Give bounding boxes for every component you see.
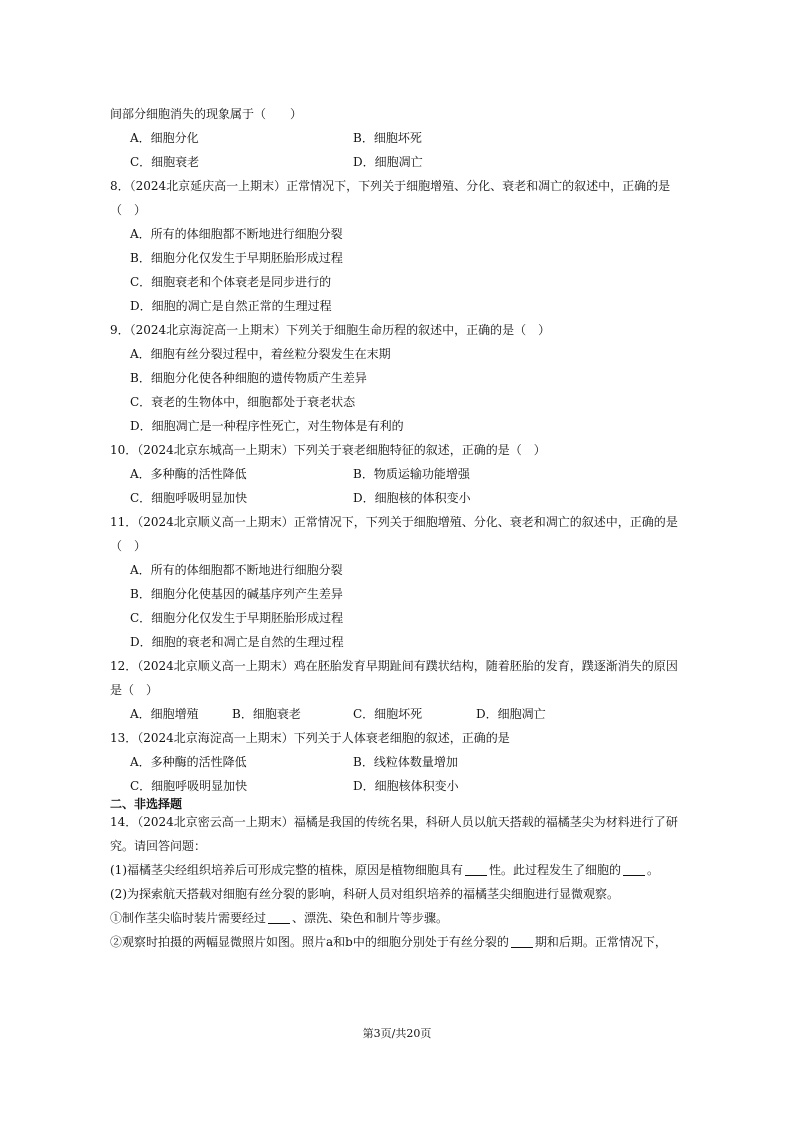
q14-part1: (1)福橘茎尖经组织培养后可形成完整的植株，原因是植物细胞具有 性。此过程发生了细胞的 。: [110, 863, 660, 877]
q14-stem: 14．（2024北京密云高一上期末）福橘是我国的传统名果，科研人员以航天搭载的福橘茎尖为材料进行了研: [110, 815, 678, 829]
q12-option-a: A．细胞增殖: [130, 707, 199, 721]
q14-part2-item2: ②观察时拍摄的两幅显微照片如图。照片a和b中的细胞分别处于有丝分裂的 期和后期。正常情况下，: [110, 935, 667, 949]
q7-options-row2: [0, 152, 794, 172]
q8-option-c: C．细胞衰老和个体衰老是同步进行的: [130, 275, 332, 289]
q14-part2: (2)为探索航天搭载对细胞有丝分裂的影响，科研人员对组织培养的福橘茎尖细胞进行显微观察。: [110, 887, 620, 901]
q10-options-row1: [0, 464, 794, 484]
q9-option-b: B．细胞分化使各种细胞的遗传物质产生差异: [130, 371, 367, 385]
q13-option-b: B．线粒体数量增加: [353, 755, 458, 769]
q14-stem-tail: 究。请回答问题：: [110, 839, 207, 853]
section-heading: 二、非选择题: [110, 797, 183, 811]
q8-option-b: B．细胞分化仅发生于早期胚胎形成过程: [130, 251, 343, 265]
q13-stem: 13．（2024北京海淀高一上期末）下列关于人体衰老细胞的叙述，正确的是: [110, 731, 510, 745]
q10-stem: 10．（2024北京东城高一上期末）下列关于衰老细胞特征的叙述，正确的是（ ）: [110, 443, 546, 457]
q12-stem: 12．（2024北京顺义高一上期末）鸡在胚胎发育早期趾间有蹼状结构，随着胚胎的发育，蹼逐渐消失的原因: [110, 659, 678, 673]
q8-paren: （ ）: [110, 203, 147, 217]
q13-options-row2: [0, 776, 794, 796]
q14-part2-item1: ①制作茎尖临时装片需要经过 、漂洗、染色和制片等步骤。: [110, 911, 449, 925]
q7-option-d: D．细胞凋亡: [353, 155, 423, 169]
q12-option-c: C．细胞坏死: [353, 707, 423, 721]
q8-option-a: A．所有的体细胞都不断地进行细胞分裂: [130, 227, 343, 241]
answer-blank: [511, 935, 533, 948]
q12-option-d: D．细胞凋亡: [476, 707, 546, 721]
q11-option-b: B．细胞分化使基因的碱基序列产生差异: [130, 587, 343, 601]
q11-stem: 11．（2024北京顺义高一上期末）正常情况下，下列关于细胞增殖、分化、衰老和凋亡的叙述中，正确的是: [110, 515, 678, 529]
q13-option-c: C．细胞呼吸明显加快: [130, 779, 248, 793]
answer-blank: [623, 863, 645, 876]
q7-stem-tail: 间部分细胞消失的现象属于（ ）: [110, 107, 303, 121]
q7-option-b: B．细胞坏死: [353, 131, 422, 145]
q12-paren: 是（ ）: [110, 683, 159, 697]
answer-blank: [268, 911, 290, 924]
q7-option-a: A．细胞分化: [130, 131, 199, 145]
q9-option-c: C．衰老的生物体中，细胞都处于衰老状态: [130, 395, 356, 409]
q9-option-d: D．细胞凋亡是一种程序性死亡，对生物体是有利的: [130, 419, 404, 433]
q10-option-a: A．多种酶的活性降低: [130, 467, 247, 481]
q7-option-c: C．细胞衰老: [130, 155, 200, 169]
q13-options-row1: [0, 752, 794, 772]
q8-stem: 8．（2024北京延庆高一上期末）正常情况下，下列关于细胞增殖、分化、衰老和凋亡的叙述中，正确的是: [110, 179, 671, 193]
q9-option-a: A．细胞有丝分裂过程中，着丝粒分裂发生在末期: [130, 347, 391, 361]
q9-stem: 9．（2024北京海淀高一上期末）下列关于细胞生命历程的叙述中，正确的是（ ）: [110, 323, 551, 337]
q11-option-c: C．细胞分化仅发生于早期胚胎形成过程: [130, 611, 344, 625]
q11-option-a: A．所有的体细胞都不断地进行细胞分裂: [130, 563, 343, 577]
q13-option-a: A．多种酶的活性降低: [130, 755, 247, 769]
page-footer: 第3页/共20页: [362, 1027, 432, 1040]
q10-option-d: D．细胞核的体积变小: [353, 491, 471, 505]
q12-options: [0, 704, 794, 724]
q12-option-b: B．细胞衰老: [232, 707, 301, 721]
q8-option-d: D．细胞的凋亡是自然正常的生理过程: [130, 299, 332, 313]
answer-blank: [465, 863, 487, 876]
q11-option-d: D．细胞的衰老和凋亡是自然的生理过程: [130, 635, 344, 649]
q7-options-row1: [0, 128, 794, 148]
q11-paren: （ ）: [110, 539, 147, 553]
q13-option-d: D．细胞核体积变小: [353, 779, 459, 793]
q10-option-c: C．细胞呼吸明显加快: [130, 491, 248, 505]
q10-options-row2: [0, 488, 794, 508]
q10-option-b: B．物质运输功能增强: [353, 467, 470, 481]
